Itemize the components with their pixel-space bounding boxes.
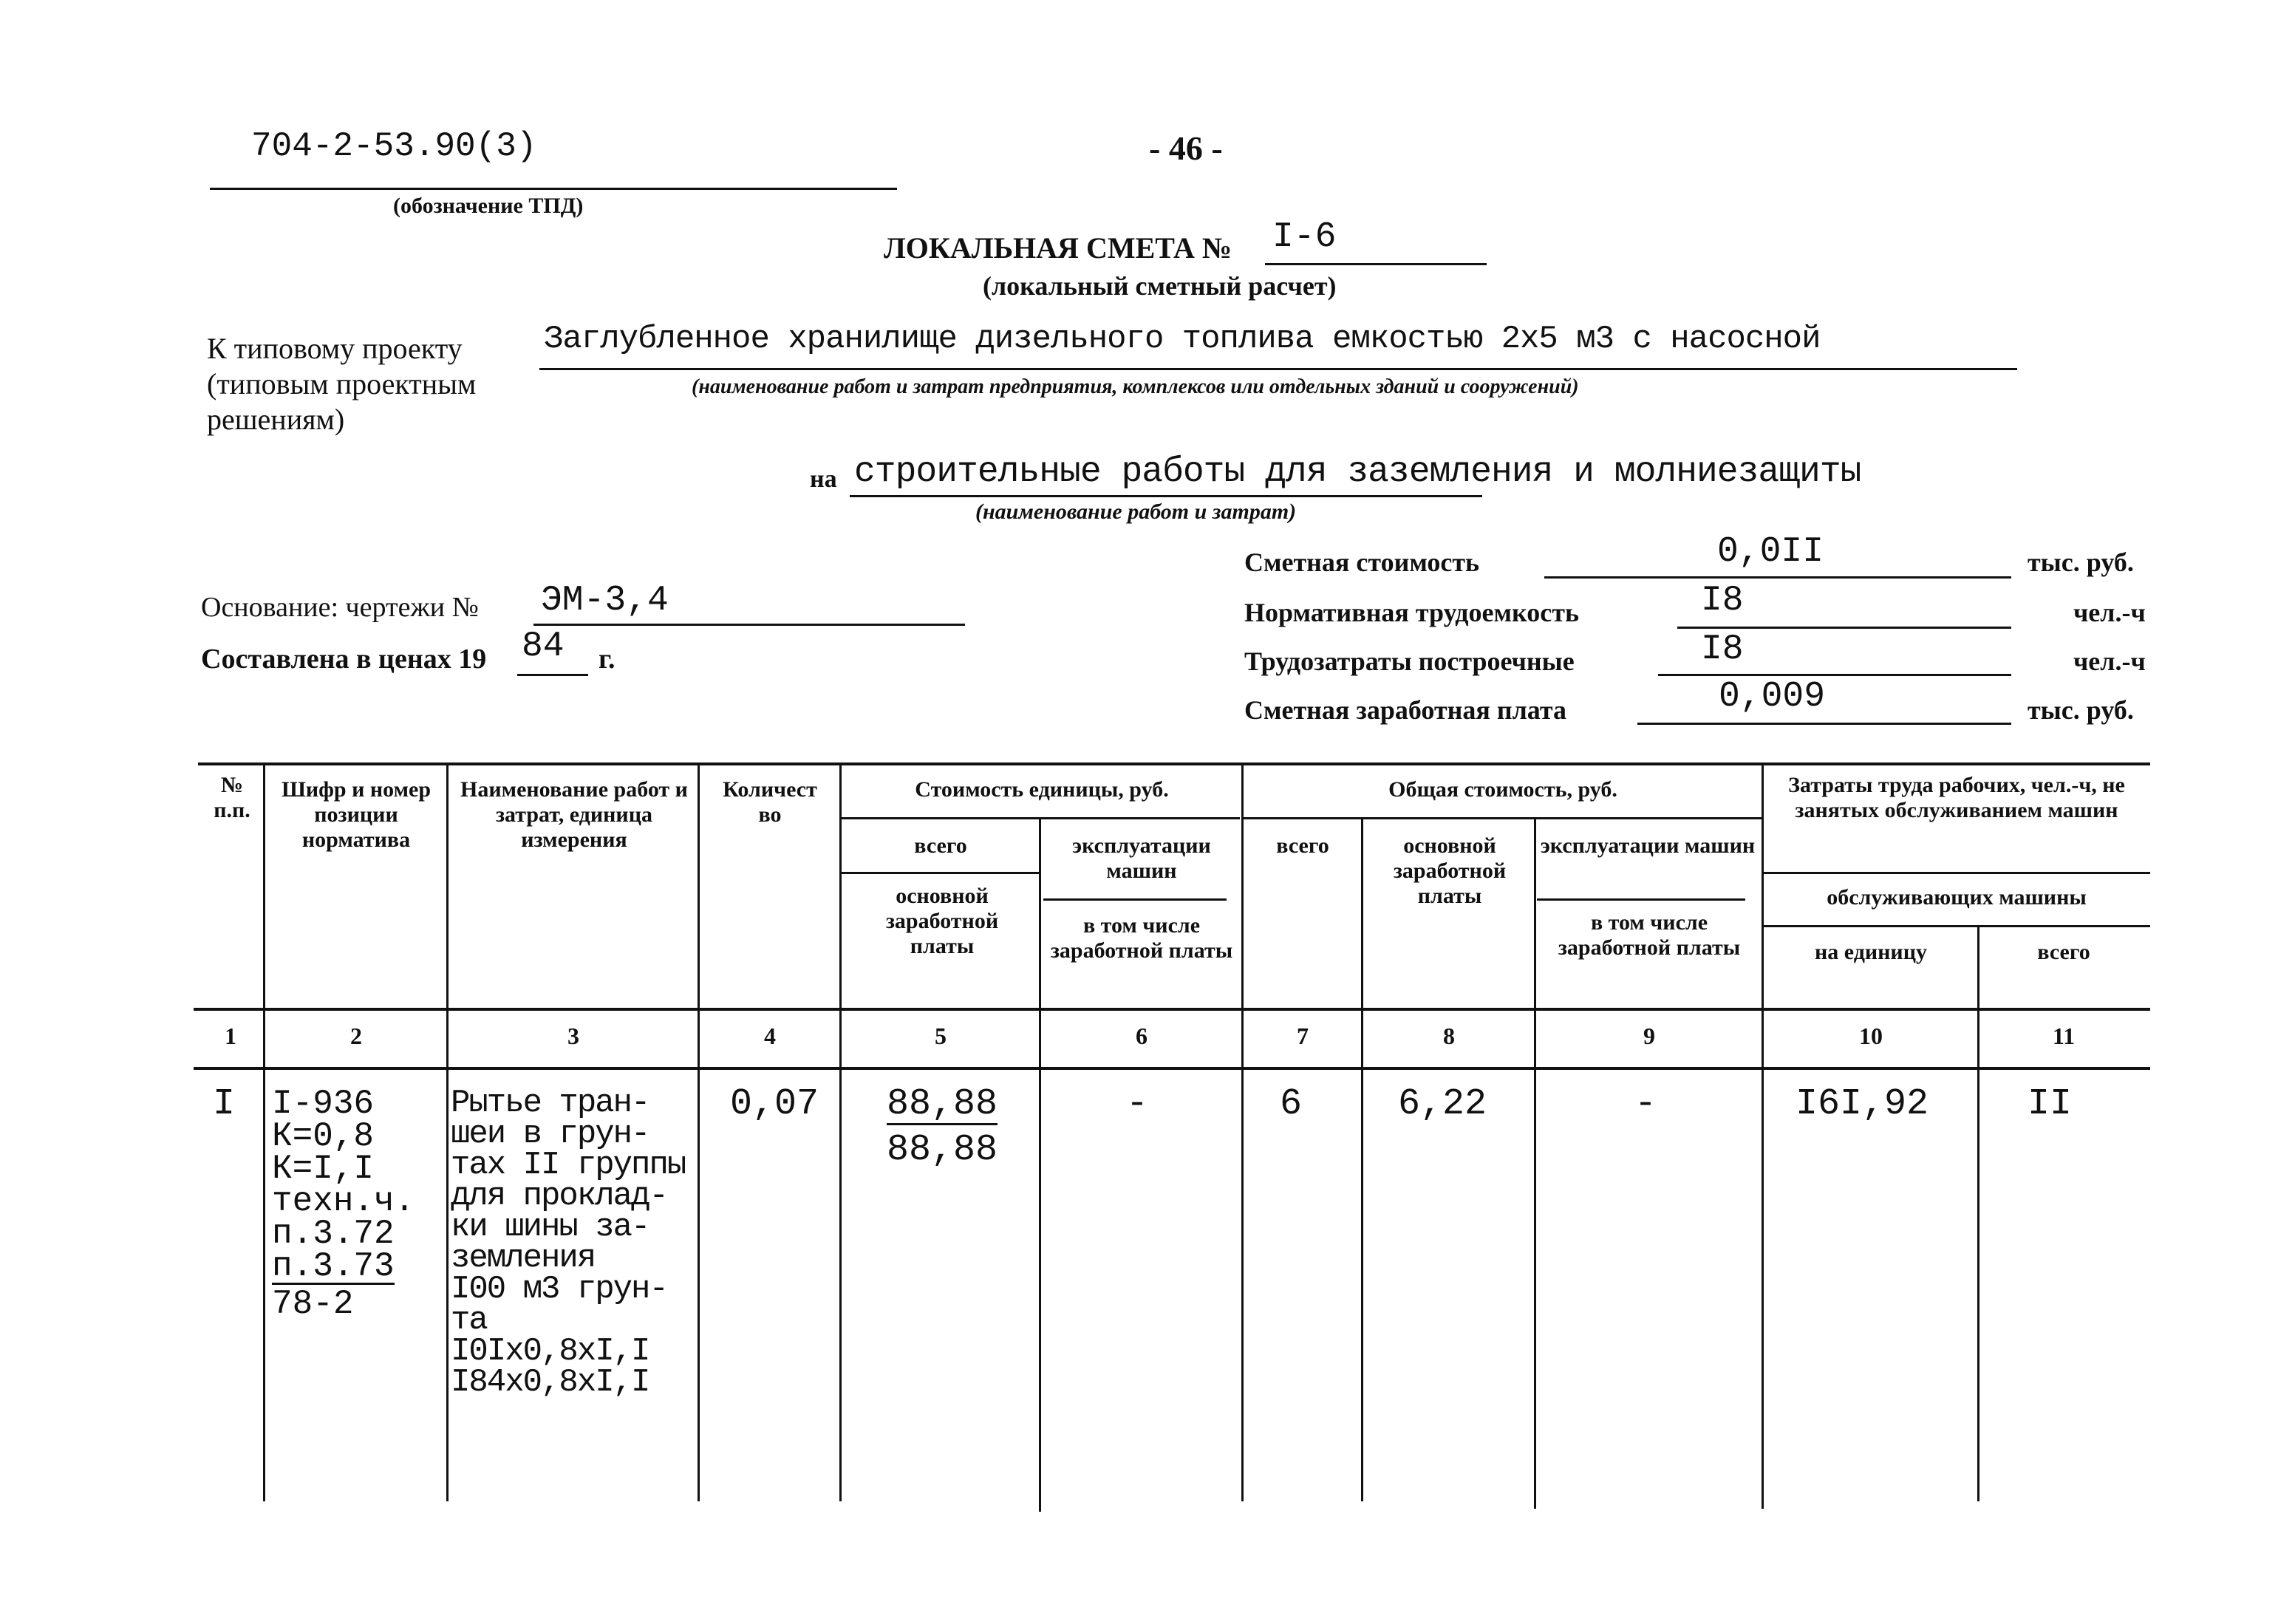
- column-numbers-bottom-rule: [194, 1067, 2150, 1070]
- summary-norm-underline: [1677, 627, 2011, 629]
- col-divider-7: [1361, 817, 1363, 1501]
- prices-year: 84: [522, 627, 565, 666]
- col-divider-8: [1534, 817, 1536, 1509]
- col-number-8: 8: [1443, 1023, 1455, 1049]
- header-c9-top: эксплуатации машин: [1540, 833, 1756, 858]
- page-number: - 46 -: [1149, 129, 1223, 167]
- col-number-6: 6: [1136, 1023, 1148, 1049]
- col-divider-5: [1039, 817, 1041, 1512]
- header-unit-cost: Стоимость единицы, руб.: [915, 777, 1169, 802]
- row-name-line: та: [451, 1302, 487, 1339]
- works-name: строительные работы для заземления и молниезащиты: [854, 452, 1861, 492]
- col-number-11: 11: [2052, 1023, 2076, 1049]
- unit-cost-mid-rule-5: [841, 872, 1040, 874]
- header-code: Шифр и номер позиции норматива: [281, 777, 432, 852]
- row-name-line: I84x0,8xI,I: [451, 1364, 649, 1401]
- estimate-number: I-6: [1272, 217, 1337, 257]
- col-number-5: 5: [935, 1023, 947, 1049]
- row-code-line: п.3.72: [272, 1215, 395, 1253]
- summary-labor-value: I8: [1701, 630, 1744, 669]
- total-cost-header-rule: [1243, 817, 1763, 819]
- row-unit-total: 88,88: [887, 1083, 998, 1125]
- col-number-9: 9: [1643, 1023, 1655, 1049]
- drawings-underline: [533, 624, 965, 626]
- drawings-label: Основание: чертежи №: [201, 592, 479, 623]
- project-label-line3: решениям): [207, 403, 345, 436]
- header-qty: Количество: [723, 777, 817, 827]
- project-name-caption: (наименование работ и затрат предприятия, комплексов или отдельных зданий и сооружений): [692, 375, 1579, 398]
- row-labor-unit: I6I,92: [1796, 1083, 1929, 1125]
- col-divider-3: [698, 762, 700, 1501]
- row-code-bottom: 78-2: [272, 1285, 354, 1323]
- header-labor: Затраты труда рабочих, чел.-ч, не занятых обслуживанием машин: [1788, 773, 2125, 822]
- summary-wage-value: 0,009: [1719, 677, 1826, 717]
- col-number-3: 3: [567, 1023, 579, 1049]
- row-name-line: ки шины за-: [451, 1209, 649, 1246]
- row-code-line: техн.ч.: [272, 1182, 415, 1221]
- row-name-line: тах II группы: [451, 1147, 686, 1184]
- col-divider-2: [446, 762, 449, 1501]
- project-name-underline: [539, 368, 2017, 370]
- project-name: Заглубленное хранилище дизельного топлива емкостью 2х5 м3 с насосной: [544, 321, 1821, 358]
- summary-cost-value: 0,0II: [1717, 532, 1824, 572]
- labor-header-rule-1: [1763, 872, 2150, 874]
- project-label: [207, 331, 476, 437]
- doc-code-caption: (обозначение ТПД): [393, 194, 584, 218]
- col-number-7: 7: [1297, 1023, 1309, 1049]
- row-name: [451, 1085, 686, 1401]
- summary-labor-unit: чел.-ч: [2073, 646, 2146, 676]
- summary-norm-label: Нормативная трудоемкость: [1244, 598, 1579, 627]
- summary-labor-underline: [1658, 674, 2011, 676]
- document-code: 704-2-53.90(3): [251, 127, 537, 166]
- row-unit-mach: -: [1126, 1083, 1149, 1125]
- row-name-line: I0Ix0,8xI,I: [451, 1333, 649, 1370]
- col-number-10: 10: [1859, 1023, 1883, 1049]
- row-labor-total: II: [2028, 1083, 2073, 1125]
- prices-suffix: г.: [599, 644, 615, 675]
- row-name-line: земления: [451, 1240, 596, 1277]
- summary-wage-unit: тыс. руб.: [2028, 695, 2134, 725]
- works-prefix: на: [810, 465, 837, 493]
- summary-cost-underline: [1544, 576, 2011, 579]
- row-name-line: Рытье тран-: [451, 1085, 649, 1122]
- works-name-underline: [850, 495, 1482, 497]
- col-number-4: 4: [764, 1023, 776, 1049]
- row-name-line: для проклад-: [451, 1178, 667, 1215]
- estimate-title: ЛОКАЛЬНАЯ СМЕТА №: [884, 231, 1232, 265]
- summary-wage-underline: [1637, 723, 2011, 725]
- row-name-line: I00 м3 грун-: [451, 1271, 667, 1308]
- row-code: [272, 1085, 415, 1323]
- col-number-1: 1: [225, 1023, 236, 1049]
- table-top-rule: [198, 762, 2150, 765]
- row-code-line: п.3.73: [272, 1247, 395, 1286]
- header-c10: на единицу: [1814, 940, 1928, 964]
- row-code-line: К=I,I: [272, 1150, 375, 1188]
- header-labor-sub: обслуживающих машины: [1827, 885, 2087, 910]
- header-name: Наименование работ и затрат, единица измерения: [460, 777, 688, 852]
- project-label-line1: К типовому проекту: [207, 332, 463, 365]
- header-c7: всего: [1276, 833, 1329, 858]
- doc-code-underline: [210, 188, 897, 190]
- header-c5-bottom: основной заработной платы: [885, 884, 999, 958]
- header-num: № п.п.: [214, 773, 250, 822]
- row-num: I: [213, 1083, 236, 1125]
- row-unit-wage: 88,88: [887, 1129, 998, 1171]
- unit-cost-mid-rule-6: [1043, 898, 1227, 901]
- column-numbers-top-rule: [194, 1008, 2150, 1011]
- row-code-line: I-936: [272, 1085, 375, 1123]
- row-total: 6: [1280, 1083, 1303, 1125]
- summary-norm-unit: чел.-ч: [2073, 598, 2146, 627]
- row-total-wage: 6,22: [1398, 1083, 1487, 1125]
- summary-labor-label: Трудозатраты построечные: [1244, 646, 1575, 676]
- header-c11: всего: [2037, 940, 2090, 964]
- row-name-line: шеи в грун-: [451, 1116, 649, 1153]
- estimate-subtitle: (локальный сметный расчет): [983, 271, 1337, 301]
- summary-norm-value: I8: [1701, 581, 1744, 621]
- row-qty: 0,07: [730, 1083, 819, 1125]
- estimate-number-underline: [1265, 263, 1487, 265]
- header-c6-bottom: в том числе заработной платы: [1050, 913, 1233, 963]
- prices-label: Составлена в ценах 19: [201, 644, 487, 675]
- header-c5-top: всего: [914, 833, 967, 858]
- header-c9-bottom: в том числе заработной платы: [1558, 910, 1741, 960]
- col-number-2: 2: [350, 1023, 362, 1049]
- summary-cost-label: Сметная стоимость: [1244, 547, 1480, 577]
- total-mach-mid-rule: [1537, 898, 1745, 901]
- summary-cost-unit: тыс. руб.: [2028, 547, 2134, 577]
- header-c6-top: эксплуатации машин: [1072, 833, 1211, 883]
- header-total-cost: Общая стоимость, руб.: [1388, 777, 1617, 802]
- summary-wage-label: Сметная заработная плата: [1244, 695, 1566, 725]
- col-divider-1: [263, 762, 265, 1501]
- header-c8: основной заработной платы: [1393, 833, 1507, 908]
- row-code-line: К=0,8: [272, 1117, 375, 1156]
- row-total-mach: -: [1634, 1083, 1657, 1125]
- col-divider-6: [1241, 762, 1244, 1501]
- col-divider-10: [1977, 925, 1979, 1501]
- works-caption: (наименование работ и затрат): [975, 499, 1297, 524]
- prices-year-underline: [517, 674, 588, 676]
- drawings-value: ЭМ-3,4: [541, 581, 669, 621]
- project-label-line2: (типовым проектным: [207, 367, 477, 400]
- labor-header-rule-2: [1763, 925, 2150, 927]
- col-divider-9: [1762, 762, 1764, 1509]
- col-divider-4: [839, 762, 842, 1501]
